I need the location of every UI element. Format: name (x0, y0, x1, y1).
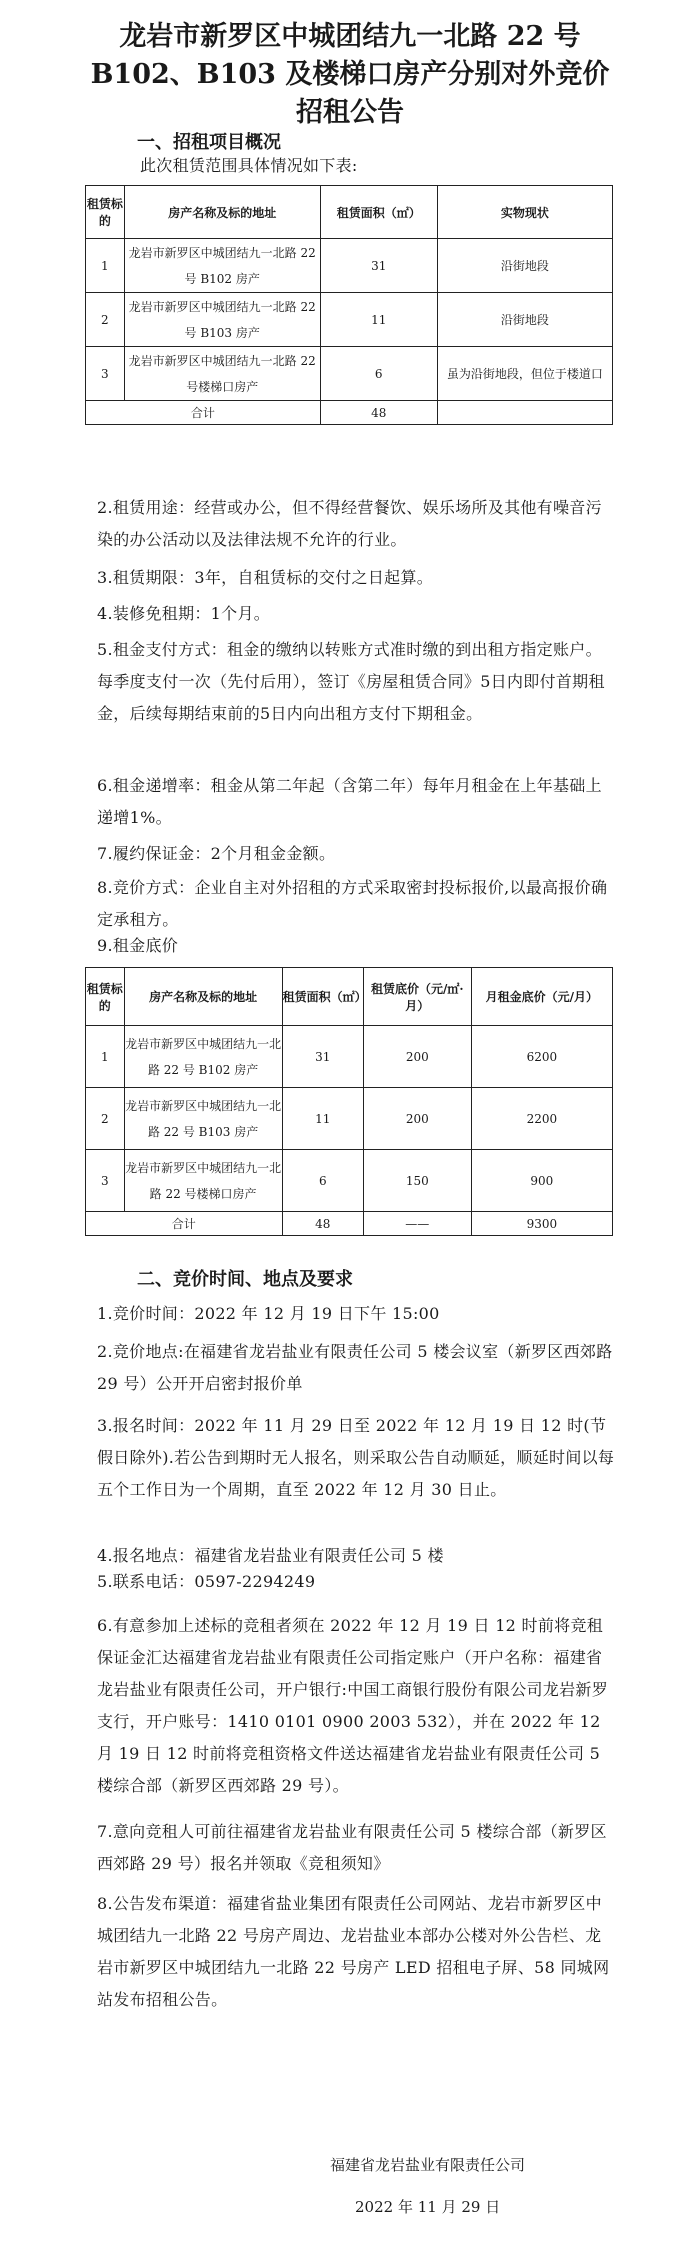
section1-heading: 一、招租项目概况 (137, 132, 281, 153)
item-free-period: 4.装修免租期：1个月。 (97, 604, 271, 623)
row-address: 龙岩市新罗区中城团结九一北路 22 号 B103 房产 (124, 1088, 282, 1150)
item-term: 3.租赁期限：3年，自租赁标的交付之日起算。 (97, 568, 434, 587)
row-price: 200 (363, 1026, 471, 1088)
lease-scope-table (85, 185, 613, 425)
row-area: 11 (320, 293, 437, 347)
table-row (86, 347, 613, 401)
registration-time: 3.报名时间：2022 年 11 月 29 日至 2022 年 12 月 19 日 12 时(节假日除外).若公告到期时无人报名，则采取公告自动顺延，顺延时间以每五个工作日为一个周期，直至 2022 年 12 月 30 日止。 (97, 1416, 615, 1499)
table-total-row (86, 1212, 613, 1236)
row-address: 龙岩市新罗区中城团结九一北路 22 号 B102 房产 (124, 1026, 282, 1088)
row-monthly: 900 (471, 1150, 612, 1212)
row-address: 龙岩市新罗区中城团结九一北路 22 号 B102 房产 (124, 239, 320, 293)
row-no: 2 (86, 1088, 125, 1150)
col-header-target: 租赁标的 (86, 968, 125, 1026)
notice-title (0, 18, 700, 132)
total-price: —— (363, 1212, 471, 1236)
col-header-address: 房产名称及标的地址 (124, 186, 320, 239)
row-area: 31 (320, 239, 437, 293)
total-area: 48 (282, 1212, 363, 1236)
contact-phone: 5.联系电话：0597-2294249 (97, 1572, 316, 1591)
row-price: 200 (363, 1088, 471, 1150)
row-monthly: 6200 (471, 1026, 612, 1088)
table-total-row (86, 401, 613, 425)
row-address: 龙岩市新罗区中城团结九一北路 22 号 B103 房产 (124, 293, 320, 347)
row-no: 2 (86, 293, 125, 347)
col-header-area: 租赁面积（㎡） (282, 968, 363, 1026)
row-no: 3 (86, 347, 125, 401)
col-header-monthly: 月租金底价（元/月） (471, 968, 612, 1026)
item-deposit: 7.履约保证金：2个月租金金额。 (97, 844, 336, 863)
row-no: 1 (86, 239, 125, 293)
row-monthly: 2200 (471, 1088, 612, 1150)
bid-time: 1.竞价时间：2022 年 12 月 19 日下午 15:00 (97, 1304, 440, 1323)
col-header-address: 房产名称及标的地址 (124, 968, 282, 1026)
row-address: 龙岩市新罗区中城团结九一北路 22 号楼梯口房产 (124, 1150, 282, 1212)
col-header-price: 租赁底价（元/㎡·月） (363, 968, 471, 1026)
item-usage: 2.租赁用途：经营或办公，但不得经营餐饮、娱乐场所及其他有噪音污染的办公活动以及法律法规不允许的行业。 (97, 498, 602, 549)
title-line-3: 招租公告 (296, 97, 404, 128)
row-no: 1 (86, 1026, 125, 1088)
signature-company: 福建省龙岩盐业有限责任公司 (330, 2156, 526, 2174)
publish-channels: 8.公告发布渠道：福建省盐业集团有限责任公司网站、龙岩市新罗区中城团结九一北路 22 号房产周边、龙岩盐业本部办公楼对外公告栏、龙岩市新罗区中城团结九一北路 22 号房产 LED 招租电子屏、58 同城网站发布招租公告。 (97, 1894, 610, 2009)
total-status-empty (437, 401, 612, 425)
section2-heading: 二、竞价时间、地点及要求 (137, 1269, 353, 1290)
table-header-row (86, 968, 613, 1026)
row-price: 150 (363, 1150, 471, 1212)
row-address: 龙岩市新罗区中城团结九一北路 22 号楼梯口房产 (124, 347, 320, 401)
col-header-target: 租赁标的 (86, 186, 125, 239)
item-payment: 5.租金支付方式：租金的缴纳以转账方式准时缴的到出租方指定账户。每季度支付一次（先付后用），签订《房屋租赁合同》5日内即付首期租金，后续每期结束前的5日内向出租方支付下期租金。 (97, 640, 605, 723)
row-status: 沿街地段 (437, 293, 612, 347)
item-increase: 6.租金递增率：租金从第二年起（含第二年）每年月租金在上年基础上递增1%。 (97, 776, 602, 827)
registration-method: 7.意向竞租人可前往福建省龙岩盐业有限责任公司 5 楼综合部（新罗区西郊路 29 号）报名并领取《竞租须知》 (97, 1822, 607, 1873)
total-label: 合计 (86, 401, 321, 425)
row-area: 11 (282, 1088, 363, 1150)
base-price-table (85, 967, 613, 1236)
total-label: 合计 (86, 1212, 283, 1236)
total-area: 48 (320, 401, 437, 425)
table-header-row (86, 186, 613, 239)
table-row (86, 1026, 613, 1088)
row-area: 6 (282, 1150, 363, 1212)
row-area: 31 (282, 1026, 363, 1088)
section1-intro: 此次租赁范围具体情况如下表: (140, 156, 358, 175)
title-line-2: B102、B103 及楼梯口房产分别对外竞价 (90, 59, 610, 90)
item-bidding-method: 8.竞价方式：企业自主对外招租的方式采取密封投标报价,以最高报价确定承租方。 (97, 878, 608, 929)
col-header-status: 实物现状 (437, 186, 612, 239)
col-header-area: 租赁面积（㎡） (320, 186, 437, 239)
table-row (86, 239, 613, 293)
item-base-price: 9.租金底价 (97, 936, 179, 955)
row-no: 3 (86, 1150, 125, 1212)
registration-place: 4.报名地点：福建省龙岩盐业有限责任公司 5 楼 (97, 1546, 444, 1565)
deposit-requirement: 6.有意参加上述标的竞租者须在 2022 年 12 月 19 日 12 时前将竞租保证金汇达福建省龙岩盐业有限责任公司指定账户（开户名称：福建省龙岩盐业有限责任公司，开户银行:中国工商银行股份有限公司龙岩新罗支行，开户账号：1410 0101 0900 2003 532），并在 2022 年 12 月 19 日 12 时前将竞租资格文件送达福建省龙岩盐业有限责任公司 5 楼综合部（新罗区西郊路 29 号）。 (97, 1616, 608, 1795)
bid-location: 2.竞价地点:在福建省龙岩盐业有限责任公司 5 楼会议室（新罗区西郊路 29 号）公开开启密封报价单 (97, 1342, 613, 1393)
row-status: 虽为沿街地段，但位于楼道口 (437, 347, 612, 401)
signature-date: 2022 年 11 月 29 日 (355, 2198, 501, 2216)
table-row (86, 1150, 613, 1212)
title-line-1: 龙岩市新罗区中城团结九一北路 22 号 (119, 21, 581, 52)
row-area: 6 (320, 347, 437, 401)
table-row (86, 1088, 613, 1150)
total-monthly: 9300 (471, 1212, 612, 1236)
table-row (86, 293, 613, 347)
row-status: 沿街地段 (437, 239, 612, 293)
